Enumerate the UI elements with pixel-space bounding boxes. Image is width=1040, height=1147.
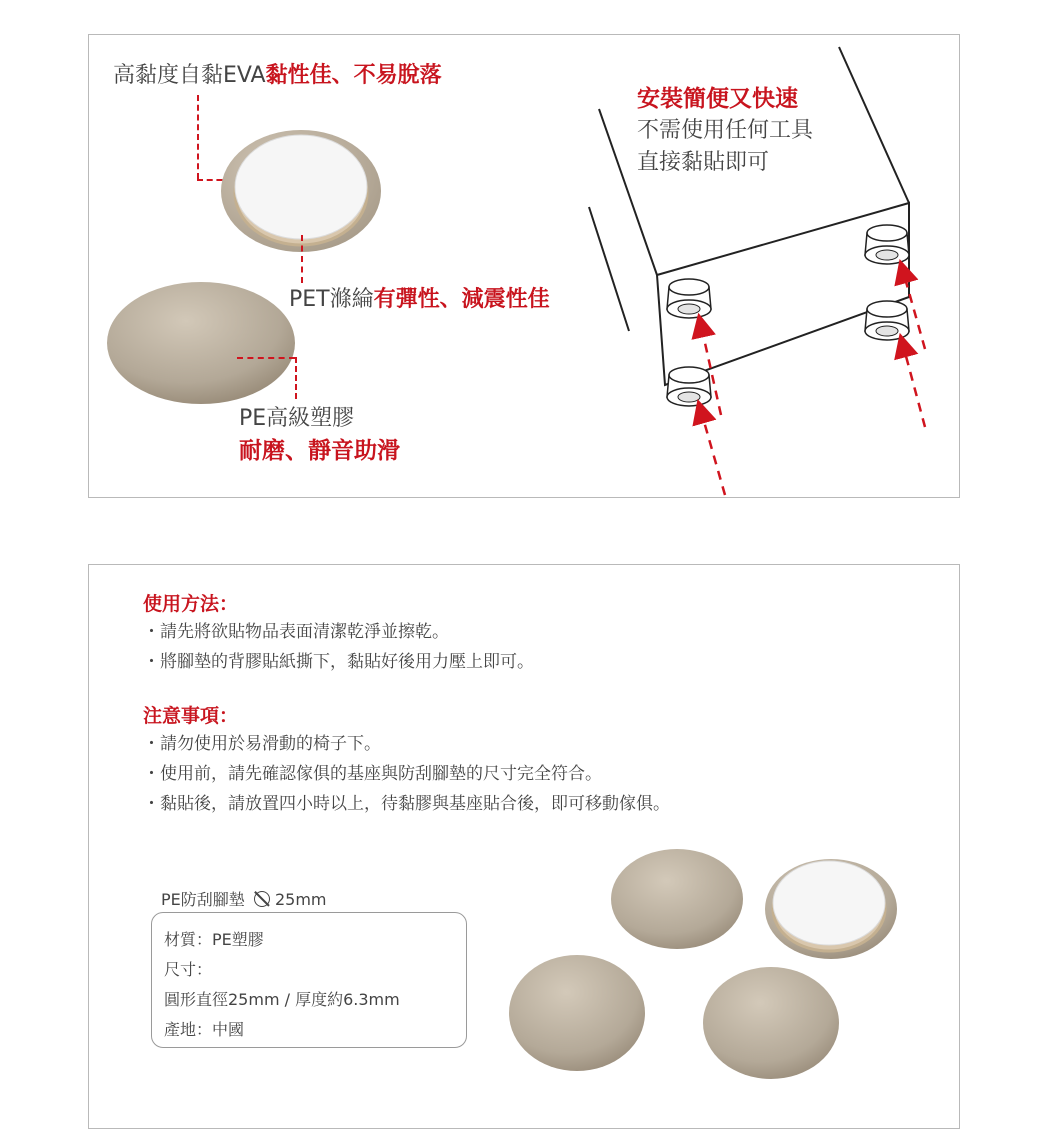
pet-leader [301, 235, 303, 283]
diameter-icon [254, 891, 270, 907]
adhesive-pad-image [219, 129, 389, 259]
pe-leader-vertical [295, 357, 297, 399]
install-line-2: 直接黏貼即可 [637, 150, 770, 175]
spec-size-value: 圓形直徑25mm / 厚度約6.3mm [164, 990, 400, 1009]
product-pads-photo [499, 851, 939, 1091]
dome-pad [611, 849, 743, 949]
features-panel [88, 34, 960, 498]
notes-title: 注意事項： [143, 705, 239, 727]
spec-origin: 產地：中國 [164, 1020, 245, 1039]
furniture-install-illustration [589, 35, 961, 499]
usage-item: ・將腳墊的背膠貼紙撕下，黏貼好後用力壓上即可。 [143, 652, 534, 672]
pet-label-line [289, 285, 550, 314]
dome-pad [703, 967, 839, 1079]
dome-pad [509, 955, 645, 1071]
spec-box [151, 912, 467, 1048]
install-title: 安裝簡便又快速 [637, 85, 798, 112]
pe-highlight: 耐磨、靜音助滑 [239, 437, 400, 464]
usage-title: 使用方法： [143, 593, 239, 615]
pet-label: PET滌綸 [289, 287, 374, 312]
adhesive-side-pad [765, 859, 897, 959]
notes-item: ・黏貼後，請放置四小時以上，待黏膠與基座貼合後，即可移動傢俱。 [143, 794, 670, 814]
spec-material: 材質：PE塑膠 [164, 930, 264, 949]
product-size: 25mm [274, 890, 327, 909]
eva-highlight: 黏性佳、不易脫落 [265, 62, 442, 88]
notes-item: ・請勿使用於易滑動的椅子下。 [143, 734, 381, 754]
product-name: PE防刮腳墊 [161, 890, 245, 909]
product-name-line [161, 887, 326, 910]
usage-item: ・請先將欲貼物品表面清潔乾淨並擦乾。 [143, 622, 449, 642]
pe-dome-pad-image [105, 281, 301, 409]
pe-label: PE高級塑膠 [239, 406, 355, 431]
pe-leader-horizontal [237, 357, 295, 359]
instructions-panel [88, 564, 960, 1129]
pet-highlight: 有彈性、減震性佳 [373, 286, 550, 312]
notes-item: ・使用前，請先確認傢俱的基座與防刮腳墊的尺寸完全符合。 [143, 764, 602, 784]
spec-size-label: 尺寸： [164, 960, 213, 979]
install-line-1: 不需使用任何工具 [637, 118, 814, 143]
eva-leader-vertical [197, 95, 199, 179]
eva-label-line [113, 61, 442, 90]
eva-label: 高黏度自黏EVA [113, 63, 266, 88]
